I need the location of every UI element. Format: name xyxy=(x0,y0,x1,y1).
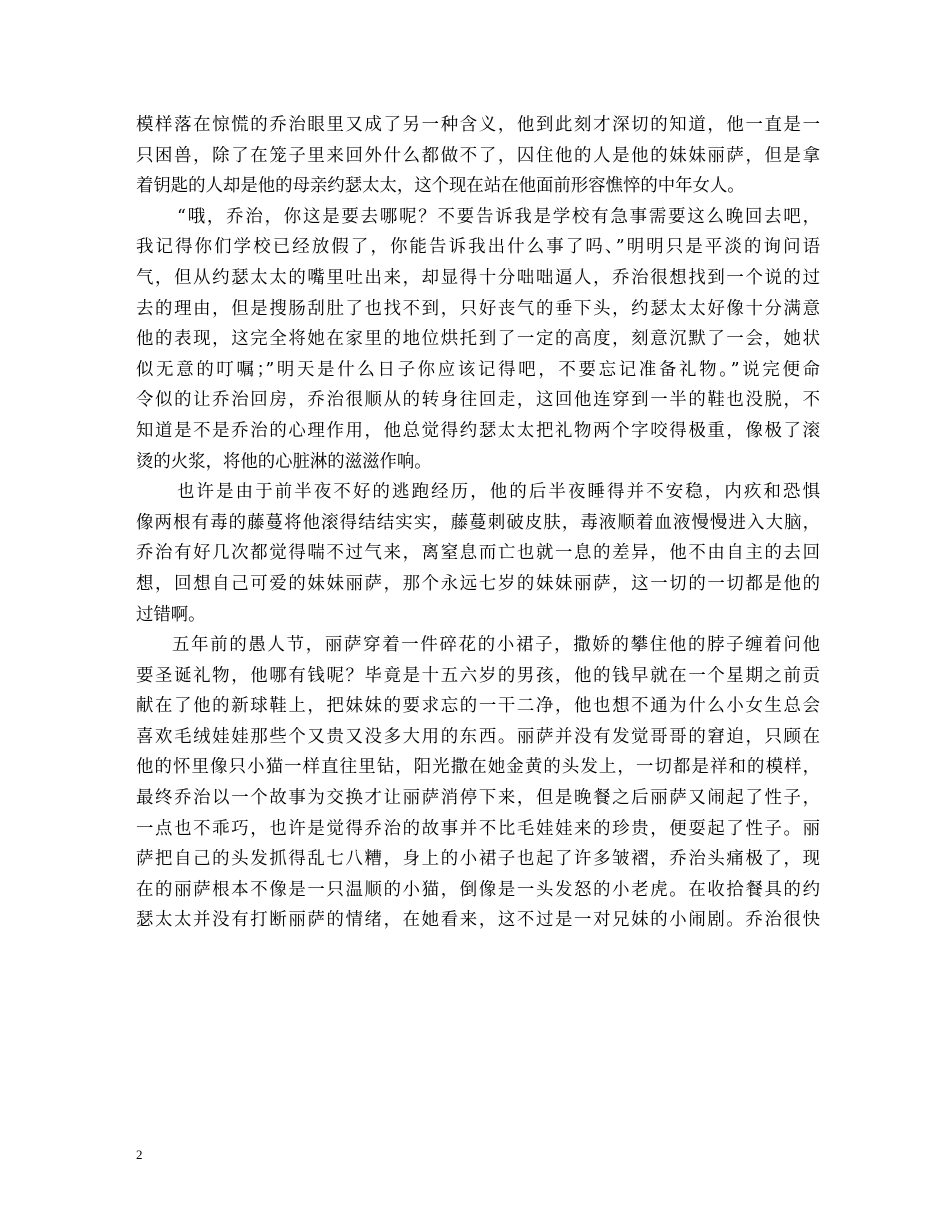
text-line: 要圣诞礼物，他哪有钱呢？毕竟是十五六岁的男孩，他的钱早就在一个星期之前贡 xyxy=(136,665,820,686)
text-line: 乔治有好几次都觉得喘不过气来，离窒息而亡也就一息的差异，他不由自主的去回 xyxy=(136,543,820,564)
text-line: 去的理由，但是搜肠刮肚了也找不到，只好丧气的垂下头，约瑟太太好像十分满意 xyxy=(136,298,820,319)
text-line: 令似的让乔治回房，乔治很顺从的转身往回走，这回他连穿到一半的鞋也没脱，不 xyxy=(136,390,820,411)
text-line: 过错啊。 xyxy=(136,604,206,625)
text-line: 一点也不乖巧，也许是觉得乔治的故事并不比毛娃娃来的珍贵，便耍起了性子。丽 xyxy=(136,818,820,839)
text-line: 似无意的叮嘱；”明天是什么日子你应该记得吧，不要忘记准备礼物。”说完便命 xyxy=(136,359,820,380)
text-line: 模样落在惊慌的乔治眼里又成了另一种含义，他到此刻才深切的知道，他一直是一 xyxy=(136,115,820,135)
text-line: 瑟太太并没有打断丽萨的情绪，在她看来，这不过是一对兄妹的小闹剧。乔治很快 xyxy=(136,910,820,931)
text-line: 五年前的愚人节，丽萨穿着一件碎花的小裙子，撒娇的攀住他的脖子缠着问他 xyxy=(172,635,820,656)
body-text xyxy=(136,110,820,936)
text-line: 烫的火浆，将他的心脏淋的滋滋作响。 xyxy=(136,451,432,472)
text-line: 知道是不是乔治的心理作用，他总觉得约瑟太太把礼物两个字咬得极重，像极了滚 xyxy=(136,420,820,441)
text-line: 在的丽萨根本不像是一只温顺的小猫，倒像是一头发怒的小老虎。在收拾餐具的约 xyxy=(136,879,820,900)
text-line: 献在了他的新球鞋上，把妹妹的要求忘的一干二净，他也想不通为什么小女生总会 xyxy=(136,696,820,717)
text-line: 也许是由于前半夜不好的逃跑经历，他的后半夜睡得并不安稳，内疚和恐惧 xyxy=(177,482,820,503)
text-line: 他的表现，这完全将她在家里的地位烘托到了一定的高度，刻意沉默了一会，她状 xyxy=(136,329,820,350)
text-line: 萨把自己的头发抓得乱七八糟，身上的小裙子也起了许多皱褶，乔治头痛极了，现 xyxy=(136,849,820,870)
page-number: 2 xyxy=(136,1147,143,1162)
text-line: 最终乔治以一个故事为交换才让丽萨消停下来，但是晚餐之后丽萨又闹起了性子， xyxy=(136,788,820,809)
text-line: 像两根有毒的藤蔓将他滚得结结实实，藤蔓刺破皮肤，毒液顺着血液慢慢进入大脑， xyxy=(136,512,820,533)
text-line: 他的怀里像只小猫一样直往里钻，阳光撒在她金黄的头发上，一切都是祥和的模样， xyxy=(136,757,820,778)
text-line: 气，但从约瑟太太的嘴里吐出来，却显得十分咄咄逼人，乔治很想找到一个说的过 xyxy=(136,267,820,288)
text-line: “哦，乔治，你这是要去哪呢？不要告诉我是学校有急事需要这么晚回去吧， xyxy=(177,206,820,227)
text-line: 着钥匙的人却是他的母亲约瑟太太，这个现在站在他面前形容憔悴的中年女人。 xyxy=(136,176,745,197)
text-line: 只困兽，除了在笼子里来回外什么都做不了，囚住他的人是他的妹妹丽萨，但是拿 xyxy=(136,145,820,166)
text-line: 想，回想自己可爱的妹妹丽萨，那个永远七岁的妹妹丽萨，这一切的一切都是他的 xyxy=(136,573,820,594)
text-line: 喜欢毛绒娃娃那些个又贵又没多大用的东西。丽萨并没有发觉哥哥的窘迫，只顾在 xyxy=(136,726,820,747)
text-line: 我记得你们学校已经放假了，你能告诉我出什么事了吗、”明明只是平淡的询问语 xyxy=(136,237,820,258)
